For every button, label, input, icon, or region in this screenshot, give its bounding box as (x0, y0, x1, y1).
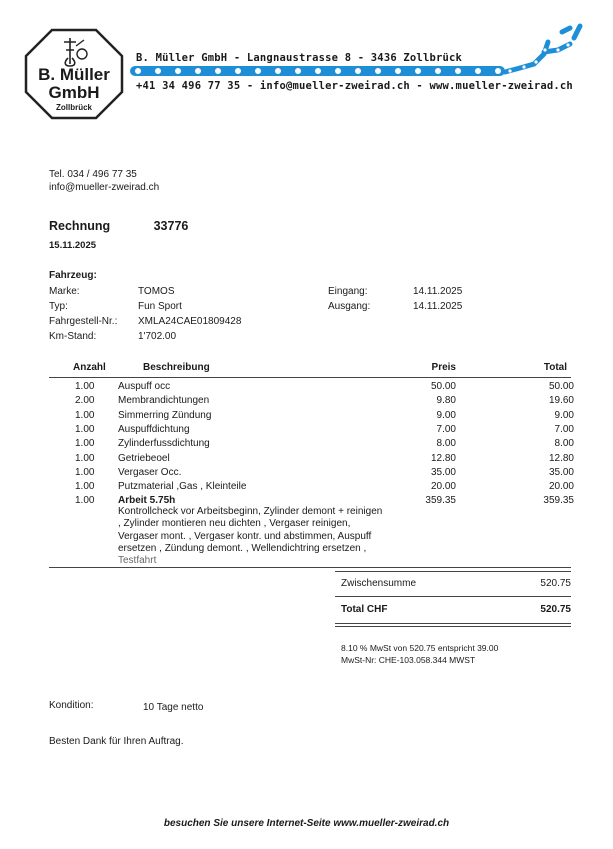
item-price: 20.00 (430, 481, 456, 493)
item-total: 12.80 (548, 452, 574, 464)
logo-line3: Zollbrück (55, 103, 93, 112)
item-description: Putzmaterial ,Gas , Kleinteile (118, 481, 247, 493)
col-header-qty: Anzahl (73, 362, 106, 373)
col-header-price: Preis (431, 362, 456, 373)
type-label: Typ: (49, 301, 68, 312)
item-qty: 1.00 (75, 409, 95, 421)
item-total: 19.60 (548, 395, 574, 407)
type-value: Fun Sport (138, 301, 182, 312)
item-total: 50.00 (548, 381, 574, 392)
total-label: Total CHF (341, 604, 388, 615)
item-description: Getriebeoel (118, 452, 170, 464)
item-description: Zylinderfussdichtung (118, 438, 210, 450)
item-qty: 1.00 (75, 452, 95, 464)
table-bottom-divider (49, 567, 571, 568)
item-price: 12.80 (430, 452, 456, 464)
total-divider-2 (335, 626, 571, 627)
item-total: 35.00 (548, 466, 574, 478)
vat-number: MwSt-Nr: CHE-103.058.344 MWST (341, 655, 476, 665)
contact-block (49, 168, 159, 194)
invoice-date: 15.11.2025 (49, 240, 97, 251)
invoice-label: Rechnung (49, 219, 111, 233)
work-details (118, 506, 408, 567)
work-detail-line: Kontrollcheck vor Arbeitsbeginn, Zylinder demont + reinigen (118, 506, 383, 517)
item-description: Auspuff occ (118, 381, 171, 392)
km-value: 1'702.00 (138, 331, 177, 342)
item-description: Vergaser Occ. (118, 466, 182, 478)
col-header-total: Total (543, 362, 567, 373)
logo-octagon-icon (24, 28, 124, 120)
item-description: Auspuffdichtung (118, 423, 190, 435)
item-total: 9.00 (554, 409, 574, 421)
item-total: 359.35 (543, 495, 574, 507)
invoice-number: 33776 (153, 219, 189, 233)
chain-curl-icon (500, 22, 590, 80)
item-price: 359.35 (425, 495, 456, 507)
item-total: 20.00 (548, 481, 574, 493)
logo-line2: GmbH (48, 83, 100, 102)
item-price: 9.80 (436, 395, 456, 407)
col-header-desc: Beschreibung (143, 362, 210, 373)
work-detail-line: Vergaser mont. , Vergaser kontr. und abstimmen, Auspuff (118, 530, 372, 542)
item-price: 9.00 (436, 409, 456, 421)
vin-value: XMLA24CAE01809428 (138, 316, 242, 327)
vin-label: Fahrgestell-Nr.: (49, 316, 118, 327)
subtotal-value: 520.75 (540, 578, 571, 589)
item-qty: 1.00 (75, 438, 95, 450)
vehicle-heading: Fahrzeug: (49, 270, 97, 281)
work-detail-line: Testfahrt (118, 555, 157, 567)
total-value: 520.75 (540, 604, 571, 615)
contact-tel: Tel. 034 / 496 77 35 (49, 169, 137, 180)
table-header-divider (49, 377, 571, 378)
thanks-text: Besten Dank für Ihren Auftrag. (49, 736, 184, 747)
header-address: B. Müller GmbH - Langnaustrasse 8 - 3436 Zollbrück (136, 52, 463, 64)
item-total: 8.00 (554, 438, 574, 450)
make-label: Marke: (49, 286, 80, 297)
work-detail-line: , Zylinder montieren neu dichten , Vergaser reinigen, (118, 518, 351, 530)
item-description: Arbeit 5.75h (118, 495, 176, 507)
make-value: TOMOS (138, 286, 175, 297)
footer-text: besuchen Sie unsere Internet-Seite www.mueller-zweirad.ch (163, 818, 450, 829)
item-price: 35.00 (430, 466, 456, 478)
company-logo (24, 28, 124, 120)
totals-top-divider (335, 571, 571, 572)
km-label: Km-Stand: (49, 331, 97, 342)
invoice-title (49, 219, 188, 233)
item-description: Membrandichtungen (118, 395, 210, 407)
item-qty: 2.00 (75, 395, 95, 407)
out-date: 14.11.2025 (413, 301, 463, 312)
in-label: Eingang: (328, 286, 368, 297)
item-price: 8.00 (436, 438, 456, 450)
subtotal-divider (335, 596, 571, 597)
item-total: 7.00 (554, 423, 574, 435)
item-qty: 1.00 (75, 481, 95, 493)
subtotal-label: Zwischensumme (341, 578, 417, 589)
logo-line1: B. Müller (38, 65, 110, 84)
item-qty: 1.00 (75, 495, 95, 507)
header-contact: +41 34 496 77 35 - info@mueller-zweirad.ch - www.mueller-zweirad.ch (136, 80, 573, 92)
item-description: Simmerring Zündung (118, 409, 212, 421)
work-detail-line: ersetzen , Zündung demont. , Wellendichtring ersetzen , (118, 542, 367, 554)
item-qty: 1.00 (75, 466, 95, 478)
vat-note: 8.10 % MwSt von 520.75 entspricht 39.00 (341, 643, 499, 653)
terms-value: 10 Tage netto (143, 702, 204, 713)
out-label: Ausgang: (328, 301, 371, 312)
item-price: 50.00 (430, 381, 456, 392)
item-qty: 1.00 (75, 381, 95, 392)
in-date: 14.11.2025 (413, 286, 463, 297)
contact-email: info@mueller-zweirad.ch (49, 182, 160, 193)
total-divider-1 (335, 623, 571, 624)
terms-label: Kondition: (49, 700, 94, 711)
item-qty: 1.00 (75, 423, 95, 435)
item-price: 7.00 (436, 423, 456, 435)
